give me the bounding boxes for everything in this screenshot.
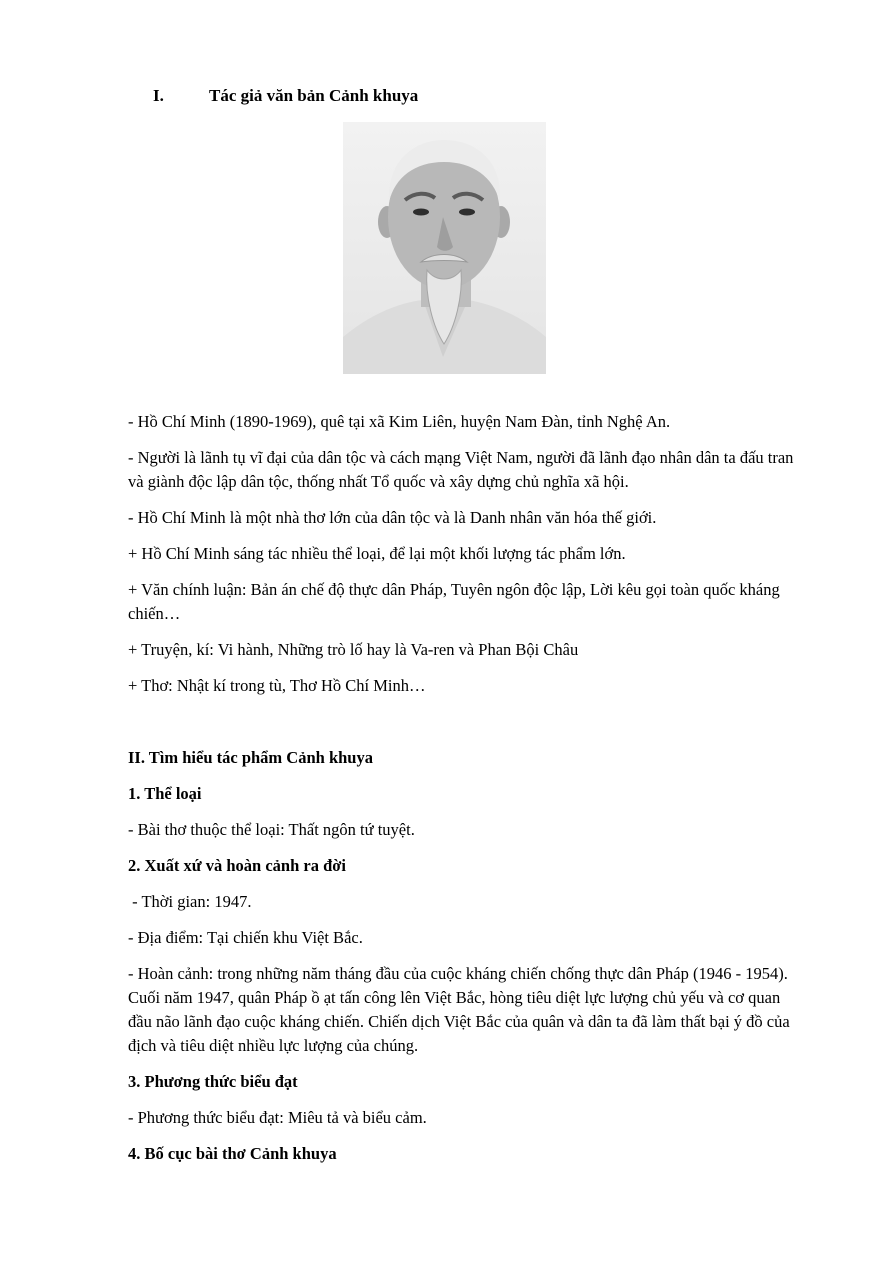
- author-paragraph-7: + Thơ: Nhật kí trong tù, Thơ Hồ Chí Minh…: [128, 676, 426, 695]
- section-1-title: Tác giả văn bản Cảnh khuya: [209, 86, 419, 105]
- subsection-4-heading: 4. Bố cục bài thơ Cảnh khuya: [128, 1144, 337, 1163]
- author-paragraph-1: - Hồ Chí Minh (1890-1969), quê tại xã Kim Liên, huyện Nam Đàn, tỉnh Nghệ An.: [128, 412, 671, 431]
- subsection-3-heading: 3. Phương thức biểu đạt: [128, 1072, 298, 1091]
- subsection-2-context: - Hoàn cảnh: trong những năm tháng đầu của cuộc kháng chiến chống thực dân Pháp (1946 - 1954). Cuối năm 1947, quân Pháp ồ ạt tấn công lên Việt Bắc, hòng tiêu diệt lực lượng chủ yếu và cơ quan đầu não lãnh đạo cuộc kháng chiến. Chiến dịch Việt Bắc của quân và dân ta đã làm thất bại ý đồ của địch và tiêu diệt nhiều lực lượng của chúng.: [128, 964, 790, 1055]
- author-paragraph-4: + Hồ Chí Minh sáng tác nhiều thể loại, để lại một khối lượng tác phẩm lớn.: [128, 544, 626, 563]
- subsection-1-heading: 1. Thể loại: [128, 784, 202, 803]
- subsection-2-place: - Địa điểm: Tại chiến khu Việt Bắc.: [128, 928, 363, 947]
- subsection-1-text: - Bài thơ thuộc thể loại: Thất ngôn tứ tuyệt.: [128, 820, 415, 839]
- author-paragraph-6: + Truyện, kí: Vi hành, Những trò lố hay là Va-ren và Phan Bội Châu: [128, 640, 579, 659]
- subsection-2-time: - Thời gian: 1947.: [128, 892, 252, 911]
- author-paragraph-3: - Hồ Chí Minh là một nhà thơ lớn của dân tộc và là Danh nhân văn hóa thế giới.: [128, 508, 657, 527]
- author-paragraph-2: - Người là lãnh tụ vĩ đại của dân tộc và cách mạng Việt Nam, người đã lãnh đạo nhân dân ta đấu tran và giành độc lập dân tộc, thống nhất Tổ quốc và xây dựng chủ nghĩa xã hội.: [128, 448, 794, 491]
- section-1-number: I.: [153, 86, 164, 105]
- subsection-3-text: - Phương thức biểu đạt: Miêu tả và biểu cảm.: [128, 1108, 427, 1127]
- section-1-heading: [153, 86, 418, 106]
- subsection-2-heading: 2. Xuất xứ và hoàn cảnh ra đời: [128, 856, 346, 875]
- section-2-heading: II. Tìm hiểu tác phẩm Cảnh khuya: [128, 748, 373, 767]
- author-portrait: [343, 122, 546, 374]
- author-paragraph-5: + Văn chính luận: Bản án chế độ thực dân Pháp, Tuyên ngôn độc lập, Lời kêu gọi toàn quốc kháng chiến…: [128, 580, 780, 623]
